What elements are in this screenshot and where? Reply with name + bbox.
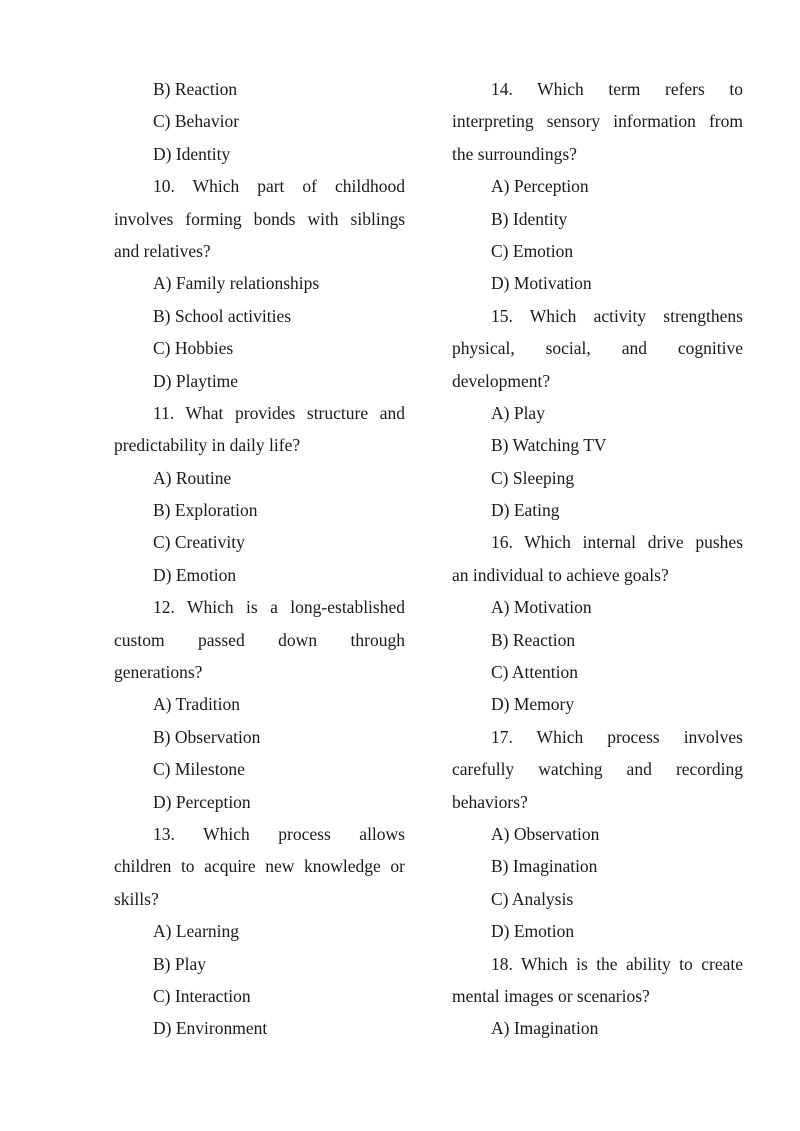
answer-option: C) Milestone — [153, 759, 245, 780]
question-text-first-line: 16. Which internal drive pushes — [491, 532, 743, 553]
answer-option: D) Environment — [153, 1018, 268, 1039]
answer-option: A) Family relationships — [153, 273, 320, 294]
answer-option: C) Hobbies — [153, 338, 234, 359]
question-text-first-line: 13. Which process allows — [153, 823, 405, 844]
answer-option: B) Observation — [153, 726, 261, 747]
question-text-first-line: 12. Which is a long-established — [153, 597, 405, 618]
answer-option: D) Motivation — [491, 273, 592, 294]
answer-option: A) Observation — [491, 823, 600, 844]
question-text-first-line: 18. Which is the ability to create — [491, 953, 743, 974]
question-text-last-line: and relatives? — [114, 240, 211, 261]
question-text-line: custom passed down through — [114, 629, 405, 650]
question-text-line: carefully watching and recording — [452, 759, 743, 780]
right-column — [452, 73, 743, 1045]
question-text-last-line: an individual to achieve goals? — [452, 564, 669, 585]
answer-option: A) Imagination — [491, 1018, 599, 1039]
answer-option: B) School activities — [153, 305, 292, 326]
answer-option: D) Emotion — [153, 564, 237, 585]
question-text-last-line: mental images or scenarios? — [452, 985, 650, 1006]
question-text-line: involves forming bonds with siblings — [114, 208, 405, 229]
answer-option: B) Identity — [491, 208, 568, 229]
answer-option: B) Watching TV — [491, 435, 607, 456]
answer-option: B) Reaction — [491, 629, 576, 650]
answer-option: C) Attention — [491, 662, 579, 683]
question-text-first-line: 14. Which term refers to — [491, 79, 743, 99]
question-text-line: children to acquire new knowledge or — [114, 856, 405, 877]
answer-option: A) Learning — [153, 921, 240, 942]
answer-option: D) Eating — [491, 500, 560, 521]
answer-option: C) Behavior — [153, 111, 240, 132]
question-text-last-line: generations? — [114, 662, 203, 683]
answer-option: D) Perception — [153, 791, 251, 812]
question-text-last-line: skills? — [114, 888, 159, 909]
question-text-last-line: the surroundings? — [452, 143, 577, 164]
answer-option: D) Playtime — [153, 370, 239, 391]
question-text-first-line: 11. What provides structure and — [153, 402, 405, 423]
left-column — [114, 73, 405, 1045]
answer-option: A) Play — [491, 402, 545, 423]
answer-option: B) Imagination — [491, 856, 598, 877]
answer-option: A) Motivation — [491, 597, 592, 618]
answer-option: B) Reaction — [153, 79, 238, 99]
answer-option: B) Exploration — [153, 500, 258, 521]
answer-option: D) Identity — [153, 143, 231, 164]
question-text-line: interpreting sensory information from — [452, 111, 743, 132]
answer-option: D) Memory — [491, 694, 575, 715]
question-text-last-line: behaviors? — [452, 791, 528, 812]
answer-option: C) Emotion — [491, 240, 574, 261]
answer-option: A) Tradition — [153, 694, 241, 715]
question-text-last-line: predictability in daily life? — [114, 435, 301, 456]
answer-option: B) Play — [153, 953, 206, 974]
answer-option: A) Perception — [491, 176, 589, 197]
answer-option: C) Analysis — [491, 888, 574, 909]
question-text-last-line: development? — [452, 370, 551, 391]
answer-option: A) Routine — [153, 467, 232, 488]
question-text-first-line: 15. Which activity strengthens — [491, 305, 743, 326]
answer-option: C) Sleeping — [491, 467, 575, 488]
question-text-first-line: 17. Which process involves — [491, 726, 743, 747]
question-text-first-line: 10. Which part of childhood — [153, 176, 405, 197]
answer-option: D) Emotion — [491, 921, 575, 942]
answer-option: C) Creativity — [153, 532, 245, 553]
answer-option: C) Interaction — [153, 985, 251, 1006]
question-text-line: physical, social, and cognitive — [452, 338, 743, 359]
